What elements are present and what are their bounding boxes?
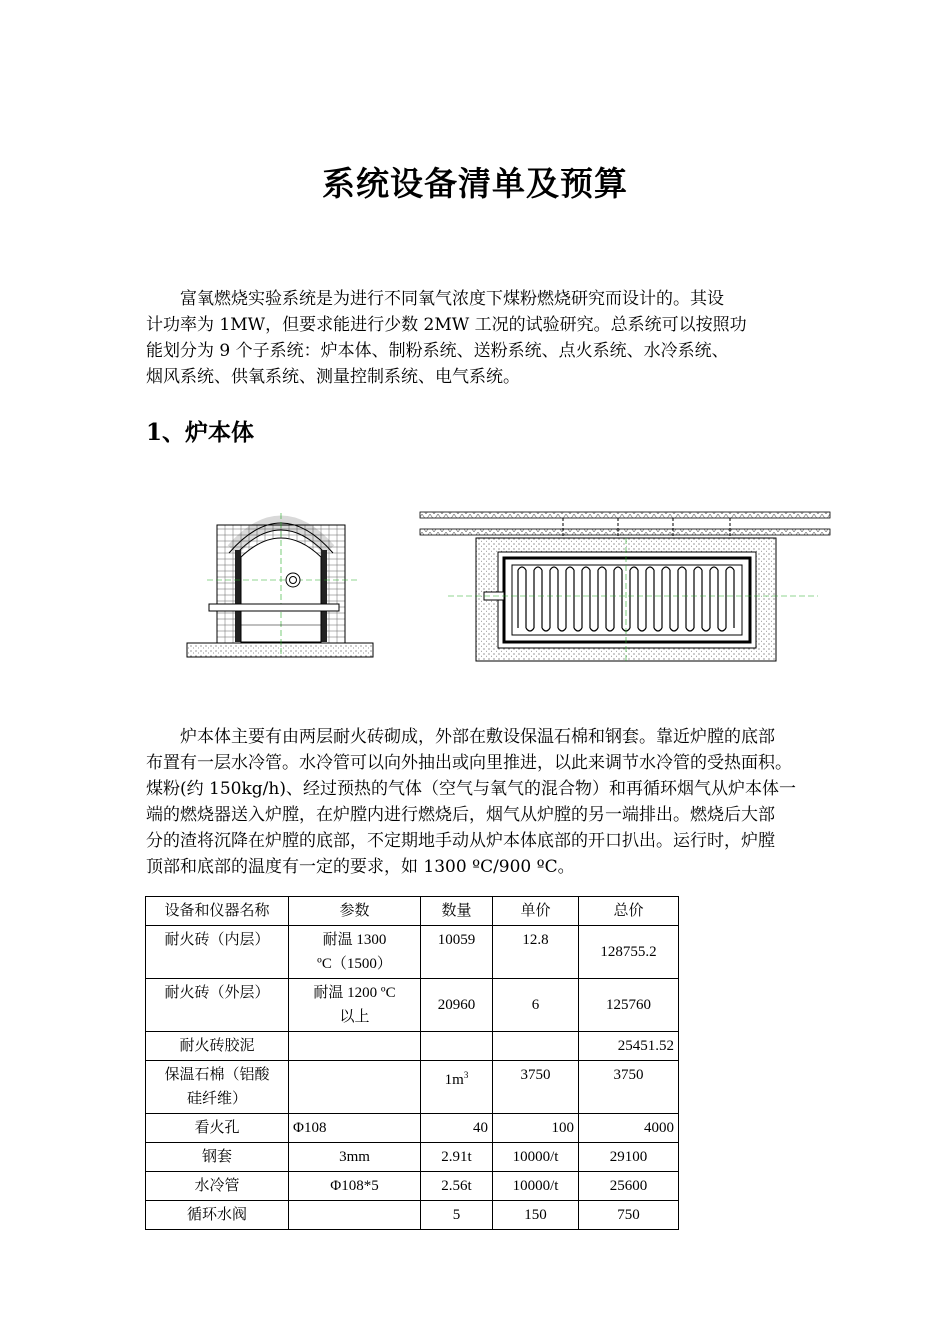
table-row (146, 1172, 679, 1201)
table-row (146, 1061, 679, 1114)
header-cell: 总价 (579, 897, 679, 926)
qty-cell: 2.91t (421, 1143, 493, 1172)
table-header-row (146, 897, 679, 926)
param-cell (289, 1032, 421, 1061)
total-price-cell: 29100 (579, 1143, 679, 1172)
total-price-cell: 3750 (579, 1061, 679, 1114)
param-cell: Φ108*5 (289, 1172, 421, 1201)
param-cell (289, 1201, 421, 1230)
name-cell: 水冷管 (146, 1172, 289, 1201)
qty-cell: 2.56t (421, 1172, 493, 1201)
name-cell: 耐火砖胶泥 (146, 1032, 289, 1061)
unit-price-cell (493, 1032, 579, 1061)
table-row (146, 1143, 679, 1172)
name-cell: 看火孔 (146, 1114, 289, 1143)
name-cell: 耐火砖（外层） (146, 979, 289, 1032)
description-line: 炉本体主要有由两层耐火砖砌成，外部在敷设保温石棉和钢套。靠近炉膛的底部 (180, 727, 775, 747)
unit-price-cell: 12.8 (493, 926, 579, 979)
qty-cell: 20960 (421, 979, 493, 1032)
unit-price-cell: 100 (493, 1114, 579, 1143)
intro-line: 烟风系统、供氧系统、测量控制系统、电气系统。 (146, 367, 520, 387)
qty-cell (421, 1061, 493, 1114)
section-heading: 1、炉本体 (146, 419, 255, 446)
header-cell: 数量 (421, 897, 493, 926)
unit-price-cell: 3750 (493, 1061, 579, 1114)
budget-table (145, 896, 679, 1230)
name-line: 硅纤维） (186, 1091, 247, 1107)
param-cell (289, 979, 421, 1032)
description-paragraph (146, 724, 866, 880)
table-row (146, 1114, 679, 1143)
table-row (146, 979, 679, 1032)
param-line: 耐温 1300 (322, 932, 387, 948)
param-cell: 3mm (289, 1143, 421, 1172)
param-line: 以上 (339, 1009, 370, 1025)
param-cell (289, 1061, 421, 1114)
table-row (146, 1032, 679, 1061)
total-price-cell: 25600 (579, 1172, 679, 1201)
intro-line: 富氧燃烧实验系统是为进行不同氧气浓度下煤粉燃烧研究而设计的。其设 (180, 289, 724, 309)
unit-price-cell: 10000/t (493, 1143, 579, 1172)
description-line: 煤粉(约 150kg/h)、经过预热的气体（空气与氧气的混合物）和再循环烟气从炉本体一 (146, 779, 796, 799)
param-cell: Φ108 (289, 1114, 421, 1143)
furnace-cross-section-drawing (185, 505, 375, 660)
qty-cell (421, 1032, 493, 1061)
description-line: 布置有一层水冷管。水冷管可以向外抽出或向里推进，以此来调节水冷管的受热面积。 (146, 753, 792, 773)
qty-value: 1m (444, 1072, 464, 1088)
header-cell: 单价 (493, 897, 579, 926)
unit-price-cell: 6 (493, 979, 579, 1032)
unit-price-cell: 10000/t (493, 1172, 579, 1201)
page-title: 系统设备清单及预算 (322, 164, 628, 203)
qty-cell: 5 (421, 1201, 493, 1230)
description-line: 端的燃烧器送入炉膛，在炉膛内进行燃烧后，烟气从炉膛的另一端排出。燃烧后大部 (146, 805, 775, 825)
intro-line: 计功率为 1MW，但要求能进行少数 2MW 工况的试验研究。总系统可以按照功 (146, 315, 747, 335)
name-cell: 循环水阀 (146, 1201, 289, 1230)
furnace-longitudinal-section-drawing (418, 508, 833, 663)
header-cell: 设备和仪器名称 (146, 897, 289, 926)
param-cell (289, 926, 421, 979)
name-line: 保温石棉（铝酸 (164, 1067, 270, 1083)
param-line: 耐温 1200 ºC (313, 985, 396, 1001)
intro-paragraph (146, 286, 866, 390)
unit-price-cell: 150 (493, 1201, 579, 1230)
name-cell: 耐火砖（内层） (146, 926, 289, 979)
intro-line: 能划分为 9 个子系统：炉本体、制粉系统、送粉系统、点火系统、水冷系统、 (146, 341, 729, 361)
table-row (146, 1201, 679, 1230)
total-price-cell: 750 (579, 1201, 679, 1230)
description-line: 顶部和底部的温度有一定的要求，如 1300 ºC/900 ºC。 (146, 857, 575, 877)
total-price-cell: 125760 (579, 979, 679, 1032)
name-cell: 钢套 (146, 1143, 289, 1172)
header-cell: 参数 (289, 897, 421, 926)
name-cell (146, 1061, 289, 1114)
qty-cell: 10059 (421, 926, 493, 979)
qty-cell: 40 (421, 1114, 493, 1143)
description-line: 分的渣将沉降在炉膛的底部，不定期地手动从炉本体底部的开口扒出。运行时，炉膛 (146, 831, 775, 851)
qty-superscript: 3 (463, 1070, 469, 1080)
param-line: ºC（1500） (317, 956, 392, 972)
total-price-cell: 4000 (579, 1114, 679, 1143)
total-price-cell: 128755.2 (579, 926, 679, 979)
table-row (146, 926, 679, 979)
total-price-cell: 25451.52 (579, 1032, 679, 1061)
